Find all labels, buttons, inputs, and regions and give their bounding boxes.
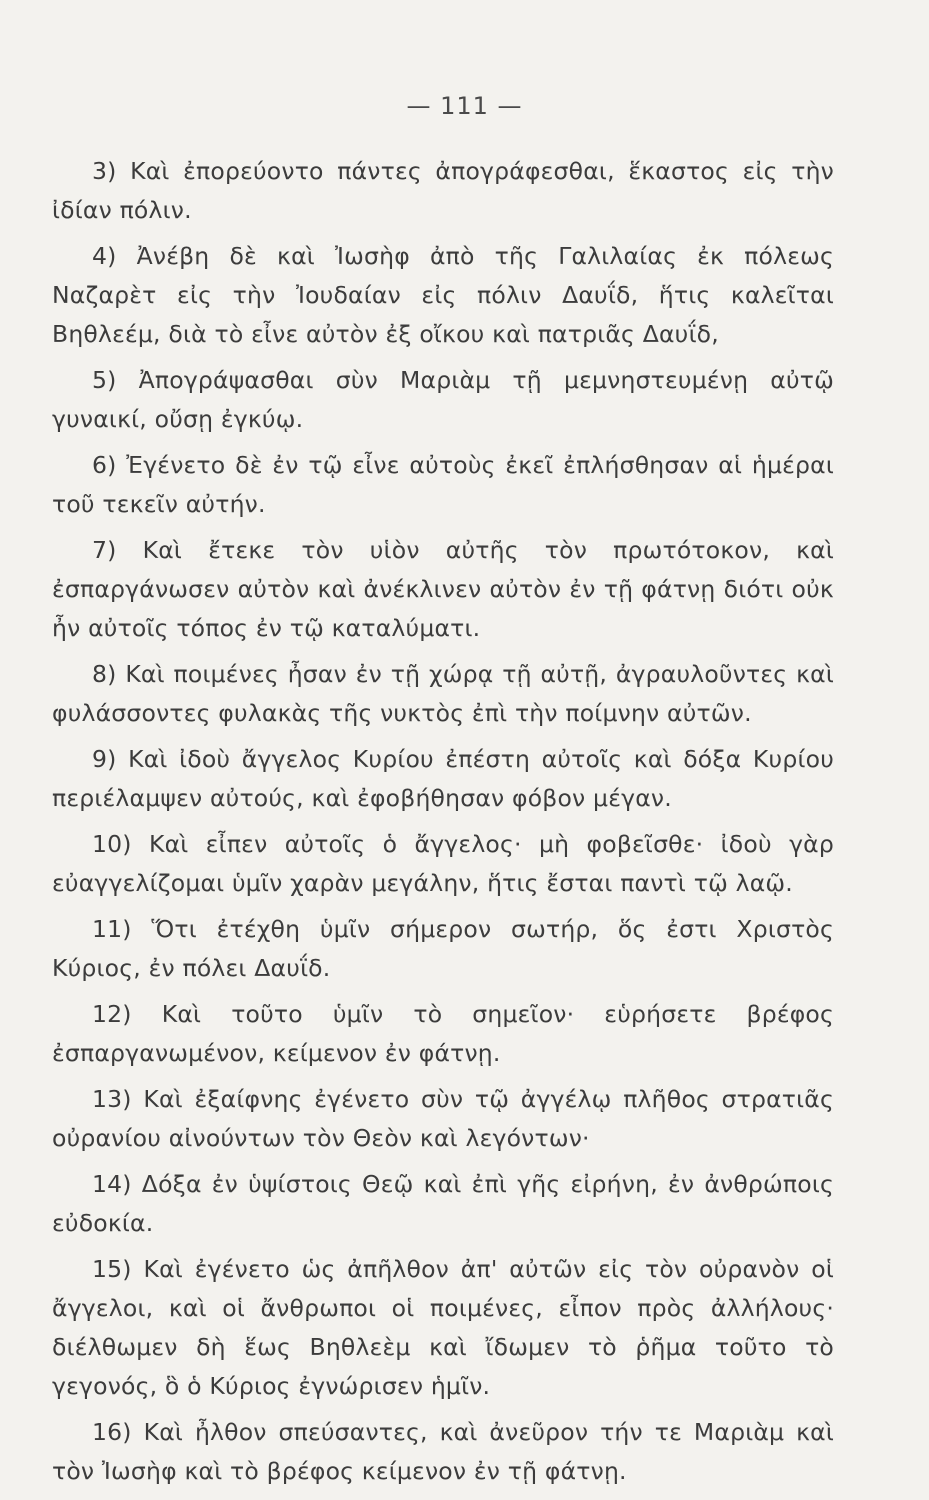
verse-5: 5) Ἀπογράψασθαι σὺν Μαριὰμ τῇ μεμνηστευμένῃ αὐτῷ γυναικί, οὔσῃ ἐγκύῳ. [52, 366, 834, 433]
verse-9: 9) Καὶ ἰδοὺ ἄγγελος Κυρίου ἐπέστη αὐτοῖς καὶ δόξα Κυρίου περιέλαμψεν αὐτούς, καὶ ἐφοβήθησαν φόβον μέγαν. [52, 745, 834, 812]
verse-6: 6) Ἐγένετο δὲ ἐν τῷ εἶνε αὐτοὺς ἐκεῖ ἐπλήσθησαν αἱ ἡμέραι τοῦ τεκεῖν αὐτήν. [52, 451, 834, 518]
verse-14: 14) Δόξα ἐν ὑψίστοις Θεῷ καὶ ἐπὶ γῆς εἰρήνη, ἐν ἀνθρώποις εὐδοκία. [52, 1170, 834, 1237]
verse-10: 10) Καὶ εἶπεν αὐτοῖς ὁ ἄγγελος· μὴ φοβεῖσθε· ἰδοὺ γὰρ εὐαγγελίζομαι ὑμῖν χαρὰν μεγάλην, ἥτις ἔσται παντὶ τῷ λαῷ. [52, 830, 834, 897]
verse-11: 11) Ὅτι ἐτέχθη ὑμῖν σήμερον σωτήρ, ὅς ἐστι Χριστὸς Κύριος, ἐν πόλει Δαυΐδ. [52, 915, 834, 982]
verse-7: 7) Καὶ ἔτεκε τὸν υἱὸν αὐτῆς τὸν πρωτότοκον, καὶ ἐσπαργάνωσεν αὐτὸν καὶ ἀνέκλινεν αὐτὸν ἐν τῇ φάτνῃ διότι οὐκ ἦν αὐτοῖς τόπος ἐν τῷ καταλύματι. [52, 536, 834, 642]
verse-13: 13) Καὶ ἐξαίφνης ἐγένετο σὺν τῷ ἀγγέλῳ πλῆθος στρατιᾶς οὐρανίου αἰνούντων τὸν Θεὸν καὶ λεγόντων· [52, 1085, 834, 1152]
verse-12: 12) Καὶ τοῦτο ὑμῖν τὸ σημεῖον· εὑρήσετε βρέφος ἐσπαργανωμένον, κείμενον ἐν φάτνῃ. [52, 1000, 834, 1067]
verse-8: 8) Καὶ ποιμένες ἦσαν ἐν τῇ χώρᾳ τῇ αὐτῇ, ἀγραυλοῦντες καὶ φυλάσσοντες φυλακὰς τῆς νυκτὸς ἐπὶ τὴν ποίμνην αὐτῶν. [52, 660, 834, 727]
verse-15: 15) Καὶ ἐγένετο ὡς ἀπῆλθον ἀπ' αὐτῶν εἰς τὸν οὐρανὸν οἱ ἄγγελοι, καὶ οἱ ἄνθρωποι οἱ ποιμένες, εἶπον πρὸς ἀλλήλους· διέλθωμεν δὴ ἕως Βηθλεὲμ καὶ ἴδωμεν τὸ ῥῆμα τοῦτο τὸ γεγονός, ὃ ὁ Κύριος ἐγνώρισεν ἡμῖν. [52, 1255, 834, 1400]
verse-4: 4) Ἀνέβη δὲ καὶ Ἰωσὴφ ἀπὸ τῆς Γαλιλαίας ἐκ πόλεως Ναζαρὲτ εἰς τὴν Ἰουδαίαν εἰς πόλιν Δαυΐδ, ἥτις καλεῖται Βηθλεέμ, διὰ τὸ εἶνε αὐτὸν ἐξ οἴκου καὶ πατριᾶς Δαυΐδ, [52, 242, 834, 348]
verse-3: 3) Καὶ ἐπορεύοντο πάντες ἀπογράφεσθαι, ἕκαστος εἰς τὴν ἰδίαν πόλιν. [52, 157, 834, 224]
verse-list [52, 152, 834, 1498]
verse-16: 16) Καὶ ἦλθον σπεύσαντες, καὶ ἀνεῦρον τήν τε Μαριὰμ καὶ τὸν Ἰωσὴφ καὶ τὸ βρέφος κείμενον ἐν τῇ φάτνῃ. [52, 1418, 834, 1485]
page-number: — 111 — [406, 92, 523, 120]
